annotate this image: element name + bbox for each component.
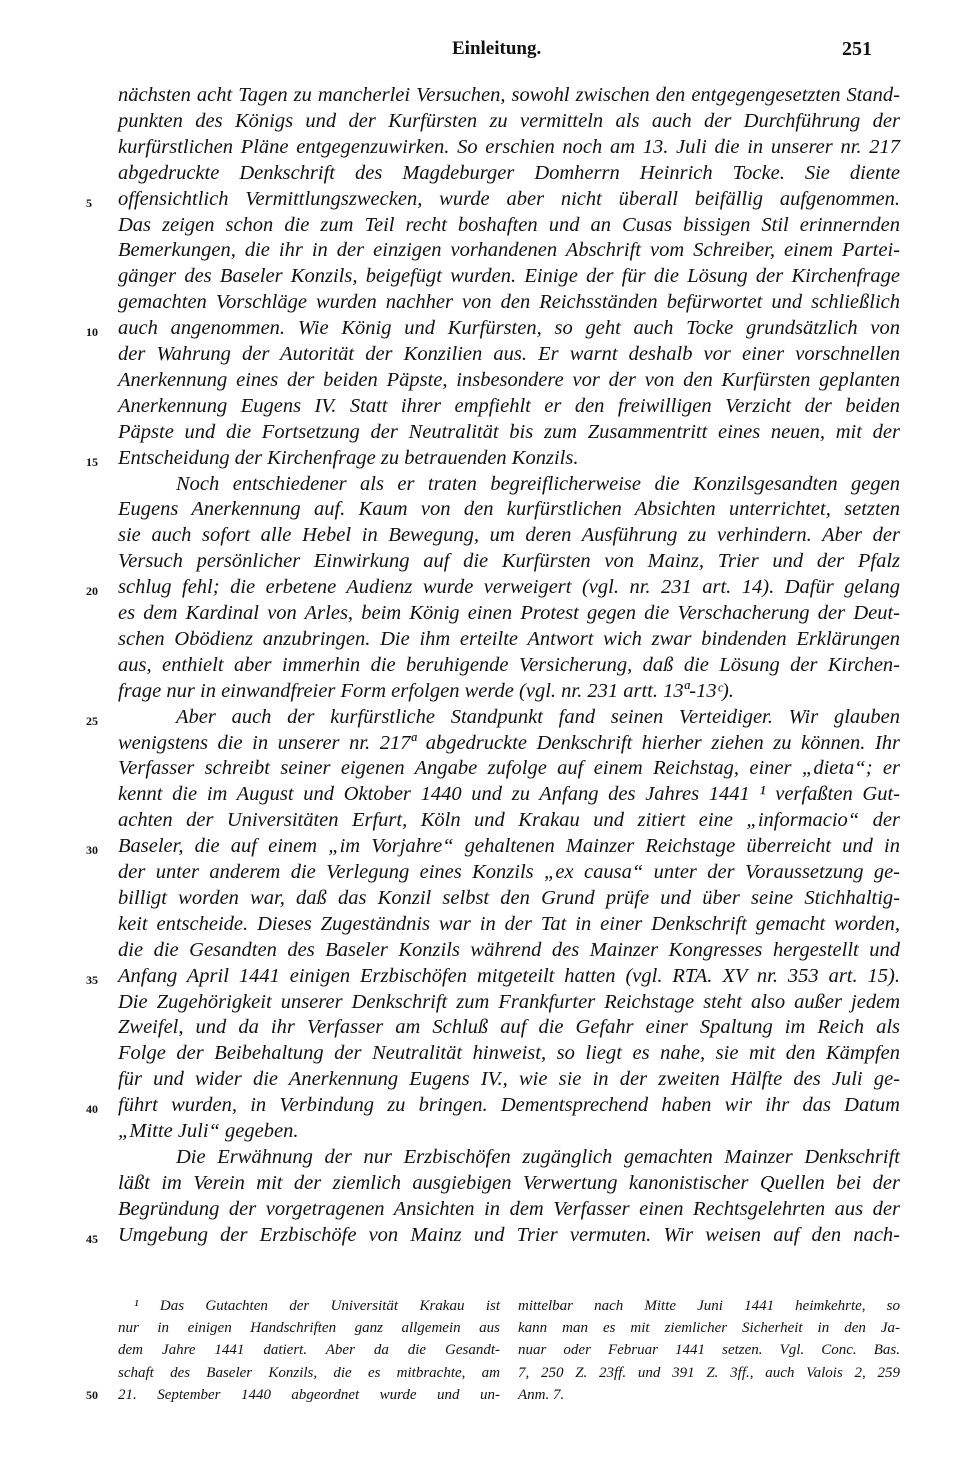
text-line: schlug fehl; die erbetene Audienz wurde verweigert (vgl. nr. 231 art. 14). Dafür gelang [118, 576, 900, 599]
footnote-line: nur in einigen Handschriften ganz allgemein aus [118, 1320, 500, 1337]
footnote-line: kann man es mit ziemlicher Sicherheit in den Ja- [518, 1320, 900, 1337]
text-line: Verfasser schreibt seiner eigenen Angabe zufolge auf einem Reichstag, einer „dieta“; er [118, 757, 900, 780]
text-line: Folge der Beibehaltung der Neutralität hinweist, so liegt es nahe, sie mit den Kämpfen [118, 1042, 900, 1065]
text-line: Eugens Anerkennung auf. Kaum von den kurfürstlichen Absichten unterrichtet, setzten [118, 498, 900, 521]
footnote-line: dem Jahre 1441 datiert. Aber da die Gesandt- [118, 1342, 500, 1359]
line-number: 10 [86, 325, 98, 340]
text-line: Zweifel, und da ihr Verfasser am Schluß auf die Gefahr einer Spaltung im Reich als [118, 1016, 900, 1039]
text-line: für und wider die Anerkennung Eugens IV., wie sie in der zweiten Hälfte des Juli ge- [118, 1068, 900, 1091]
text-line: die die Gesandten des Baseler Konzils während des Mainzer Kongresses hergestellt und [118, 938, 900, 961]
footnote-line: schaft des Baseler Konzils, die es mitbrachte, am [118, 1364, 500, 1381]
footnote-line: 7, 250 Z. 23ff. und 391 Z. 3ff., auch Valois 2, 259 [518, 1364, 900, 1381]
text-line: keit entscheide. Dieses Zugeständnis war in der Tat in einer Denkschrift gemacht worden, [118, 912, 900, 935]
line-number: 15 [86, 454, 98, 469]
text-line: Anfang April 1441 einigen Erzbischöfen mitgeteilt hatten (vgl. RTA. XV nr. 353 art. 15). [118, 964, 900, 987]
text-line: Umgebung der Erzbischöfe von Mainz und Trier vermuten. Wir weisen auf den nach- [118, 1223, 900, 1246]
line-number: 5 [86, 195, 92, 210]
text-line: Begründung der vorgetragenen Ansichten in dem Verfasser einen Rechtsgelehrten aus der [118, 1197, 900, 1220]
text-line: der Wahrung der Autorität der Konzilien aus. Er warnt deshalb vor einer vorschnellen [118, 343, 900, 365]
line-number: 50 [86, 1387, 98, 1402]
line-number: 20 [86, 584, 98, 599]
text-line: Bemerkungen, die ihr in der einzigen vorhandenen Abschrift vom Schreiber, einem Partei- [118, 239, 900, 262]
footnote-line: ¹ Das Gutachten der Universität Krakau ist [134, 1298, 500, 1314]
text-line: führt wurden, in Verbindung zu bringen. Dementsprechend haben wir ihr das Datum [118, 1094, 900, 1117]
text-line: punkten des Königs und der Kurfürsten zu vermitteln als auch der Durchführung der [118, 109, 900, 132]
line-number: 45 [86, 1231, 98, 1246]
text-line: wenigstens die in unserer nr. 217ª abgedruckte Denkschrift hierher ziehen zu können. Ihr [118, 731, 900, 754]
page-header [0, 34, 960, 64]
text-line: Das zeigen schon die zum Teil recht boshaften und an Cusas bissigen Stil erinnernden [118, 213, 900, 236]
footnote-line: mittelbar nach Mitte Juni 1441 heimkehrte, so [518, 1298, 900, 1314]
text-line: auch angenommen. Wie König und Kurfürsten, so geht auch Tocke grundsätzlich von [118, 317, 900, 340]
line-number: 30 [86, 843, 98, 858]
text-line: kurfürstlichen Pläne entgegenzuwirken. So erschien noch am 13. Juli die in unserer nr. 217 [118, 135, 900, 158]
line-number: 40 [86, 1102, 98, 1117]
text-line: gemachten Vorschläge wurden nachher von den Reichsständen befürwortet und schließlich [118, 291, 900, 314]
text-line: Noch entschiedener als er traten begreiflicherweise die Konzilsgesandten gegen [176, 472, 900, 495]
text-line: Entscheidung der Kirchenfrage zu betrauenden Konzils. [118, 446, 579, 469]
text-line: nächsten acht Tagen zu mancherlei Versuchen, sowohl zwischen den entgegengesetzten Stand- [118, 84, 900, 106]
text-line: offensichtlich Vermittlungszwecken, wurde aber nicht überall beifällig aufgenommen. [118, 187, 900, 210]
text-line: frage nur in einwandfreier Form erfolgen werde (vgl. nr. 231 artt. 13ª-13ᶜ). [118, 679, 734, 702]
text-line: achten der Universitäten Erfurt, Köln und Krakau und zitiert eine „informacio“ der [118, 809, 900, 832]
page-number: 251 [842, 38, 872, 60]
text-line: Aber auch der kurfürstliche Standpunkt fand seinen Verteidiger. Wir glauben [176, 705, 900, 728]
running-title: Einleitung. [452, 38, 542, 59]
text-line: Die Zugehörigkeit unserer Denkschrift zum Frankfurter Reichstage steht also außer jedem [118, 990, 900, 1013]
text-line: läßt im Verein mit der ziemlich ausgiebigen Verwertung kanonistischer Quellen bei der [118, 1171, 900, 1194]
text-line: Päpste und die Fortsetzung der Neutralität bis zum Zusammentritt eines neuen, mit der [118, 420, 900, 443]
footnote-line: nuar oder Februar 1441 setzen. Vgl. Conc. Bas. [518, 1342, 900, 1359]
text-line: abgedruckte Denkschrift des Magdeburger Domherrn Heinrich Tocke. Sie diente [118, 161, 900, 184]
text-line: aus, enthielt aber immerhin die beruhigende Versicherung, daß die Lösung der Kirchen- [118, 653, 900, 676]
text-line: „Mitte Juli“ gegeben. [118, 1120, 299, 1142]
text-line: der unter anderem die Verlegung eines Konzils „ex causa“ unter der Voraussetzung ge- [118, 861, 900, 883]
text-line: billigt worden war, daß das Konzil selbst den Grund prüfe und über seine Stichhaltig- [118, 886, 900, 909]
text-line: schen Obödienz anzubringen. Die ihm erteilte Antwort wich zwar bindenden Erklärungen [118, 627, 900, 650]
line-number: 35 [86, 972, 98, 987]
footnote-line: 21. September 1440 abgeordnet wurde und un- [118, 1386, 500, 1403]
text-line: es dem Kardinal von Arles, beim König einen Protest gegen die Verschacherung der Deut- [118, 602, 900, 624]
text-line: Versuch persönlicher Einwirkung auf die Kurfürsten von Mainz, Trier und der Pfalz [118, 550, 900, 573]
line-number: 25 [86, 713, 98, 728]
text-line: Anerkennung Eugens IV. Statt ihrer empfiehlt er den freiwilligen Verzicht der beiden [118, 394, 900, 417]
text-line: Baseler, die auf einem „im Vorjahre“ gehaltenen Mainzer Reichstage überreicht und in [118, 835, 900, 858]
footnote-line: Anm. 7. [518, 1386, 565, 1403]
text-line: Die Erwähnung der nur Erzbischöfen zugänglich gemachten Mainzer Denkschrift [176, 1145, 900, 1168]
text-line: Anerkennung eines der beiden Päpste, insbesondere vor der von den Kurfürsten geplanten [118, 368, 900, 391]
text-line: gänger des Baseler Konzils, beigefügt wurden. Einige der für die Lösung der Kirchenfrage [118, 265, 900, 288]
text-line: kennt die im August und Oktober 1440 und zu Anfang des Jahres 1441 ¹ verfaßten Gut- [118, 783, 900, 806]
text-line: sie auch sofort alle Hebel in Bewegung, um deren Ausführung zu verhindern. Aber der [118, 524, 900, 547]
